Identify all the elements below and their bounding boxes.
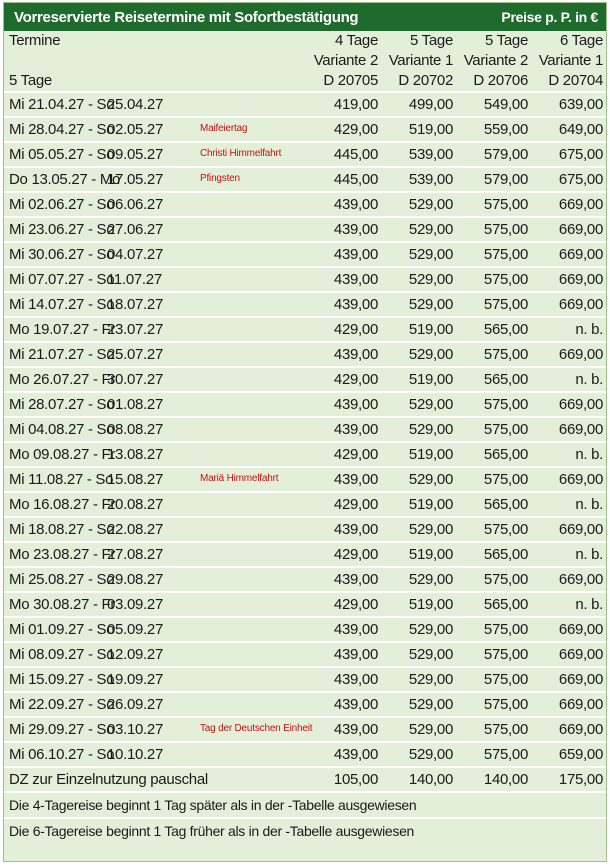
price-cell: 439,00 — [306, 342, 381, 367]
price-cell: 519,00 — [381, 367, 456, 392]
price-cell: 529,00 — [381, 692, 456, 717]
price-cell: 669,00 — [531, 292, 606, 317]
price-cell: 439,00 — [306, 692, 381, 717]
date-to: 17.05.27 — [107, 171, 163, 188]
price-cell: 575,00 — [456, 292, 531, 317]
table-row — [4, 742, 606, 767]
date-to: 29.08.27 — [107, 571, 163, 588]
date-to: 06.06.27 — [107, 196, 163, 213]
date-cell — [4, 742, 306, 767]
date-to: 18.07.27 — [107, 296, 163, 313]
table-row — [4, 642, 606, 667]
date-to: 26.09.27 — [107, 696, 163, 713]
surcharge-row — [4, 767, 606, 792]
price-cell: 519,00 — [381, 442, 456, 467]
price-cell: 439,00 — [306, 192, 381, 217]
price-cell: 575,00 — [456, 667, 531, 692]
date-to: 22.08.27 — [107, 521, 163, 538]
price-cell: 439,00 — [306, 467, 381, 492]
price-cell: 649,00 — [531, 117, 606, 142]
price-cell: 529,00 — [381, 292, 456, 317]
date-from: Do 13.05.27 - Mo — [9, 171, 121, 188]
date-to: 19.09.27 — [107, 671, 163, 688]
price-cell: 669,00 — [531, 517, 606, 542]
price-cell: 439,00 — [306, 417, 381, 442]
price-cell: 559,00 — [456, 117, 531, 142]
price-cell: 519,00 — [381, 317, 456, 342]
price-cell: 519,00 — [381, 542, 456, 567]
price-cell: 529,00 — [381, 617, 456, 642]
price-cell: 575,00 — [456, 567, 531, 592]
price-cell: 529,00 — [381, 667, 456, 692]
footnote-text: Die 6-Tagereise beginnt 1 Tag früher als in der -Tabelle ausgewiesen — [9, 823, 415, 839]
date-to: 11.07.27 — [107, 271, 162, 288]
price-cell: 529,00 — [381, 267, 456, 292]
date-cell — [4, 442, 306, 467]
date-from: Mi 21.07.27 - So — [9, 346, 115, 363]
price-cell: 519,00 — [381, 592, 456, 617]
date-cell — [4, 492, 306, 517]
date-from: Mi 28.07.27 - So — [9, 396, 115, 413]
table-row — [4, 367, 606, 392]
holiday-label: Christi Himmelfahrt — [200, 148, 282, 159]
date-from: Mi 28.04.27 - So — [9, 121, 115, 138]
table-row — [4, 267, 606, 292]
price-cell: 529,00 — [381, 517, 456, 542]
price-cell: 539,00 — [381, 142, 456, 167]
price-cell: 575,00 — [456, 217, 531, 242]
date-to: 02.05.27 — [107, 121, 163, 138]
price-cell: 669,00 — [531, 242, 606, 267]
date-cell — [4, 567, 306, 592]
price-cell: 575,00 — [456, 267, 531, 292]
table-row — [4, 192, 606, 217]
date-to: 03.09.27 — [107, 596, 163, 613]
date-from: Mi 23.06.27 - So — [9, 221, 115, 238]
price-cell: 529,00 — [381, 217, 456, 242]
table-row — [4, 617, 606, 642]
price-cell: 429,00 — [306, 317, 381, 342]
date-cell — [4, 267, 306, 292]
header-duration: 5 Tage — [4, 71, 306, 92]
date-cell — [4, 317, 306, 342]
date-to: 10.10.27 — [107, 746, 163, 763]
price-cell: 565,00 — [456, 592, 531, 617]
date-from: Mo 19.07.27 - Fr — [9, 321, 116, 338]
price-cell: 669,00 — [531, 567, 606, 592]
price-cell: 445,00 — [306, 167, 381, 192]
surcharge-price: 105,00 — [306, 767, 381, 792]
price-table-sheet — [3, 2, 607, 862]
surcharge-label: DZ zur Einzelnutzung pauschal — [4, 767, 306, 792]
price-cell: 439,00 — [306, 392, 381, 417]
header-days: 5 Tage — [410, 32, 453, 49]
date-cell — [4, 717, 313, 742]
table-row — [4, 692, 606, 717]
header-variant: Variante 2 — [463, 52, 528, 69]
price-cell: 669,00 — [531, 267, 606, 292]
date-cell — [4, 92, 306, 117]
date-to: 12.09.27 — [107, 646, 163, 663]
price-cell: 575,00 — [456, 692, 531, 717]
price-cell: 529,00 — [381, 417, 456, 442]
date-cell — [4, 592, 306, 617]
price-cell: 575,00 — [456, 642, 531, 667]
table-row — [4, 342, 606, 367]
date-from: Mi 04.08.27 - So — [9, 421, 115, 438]
date-to: 08.08.27 — [107, 421, 163, 438]
price-cell: 565,00 — [456, 492, 531, 517]
surcharge-price: 140,00 — [381, 767, 456, 792]
price-cell: 575,00 — [456, 742, 531, 767]
date-to: 20.08.27 — [107, 496, 163, 513]
table-row — [4, 467, 606, 492]
date-cell — [4, 617, 306, 642]
price-cell: 519,00 — [381, 492, 456, 517]
price-cell: 519,00 — [381, 117, 456, 142]
date-cell — [4, 467, 306, 492]
date-to: 23.07.27 — [107, 321, 163, 338]
price-cell: 669,00 — [531, 617, 606, 642]
date-to: 13.08.27 — [107, 446, 163, 463]
table-row — [4, 717, 606, 742]
surcharge-price: 175,00 — [531, 767, 606, 792]
date-cell — [4, 692, 306, 717]
price-cell: 575,00 — [456, 242, 531, 267]
header-days: 4 Tage — [335, 32, 378, 49]
price-cell: 669,00 — [531, 392, 606, 417]
price-cell: 565,00 — [456, 367, 531, 392]
header-row-code — [4, 71, 606, 92]
holiday-label: Tag der Deutschen Einheit — [200, 723, 313, 734]
price-cell: 575,00 — [456, 717, 531, 742]
date-cell — [4, 242, 306, 267]
price-cell: 669,00 — [531, 692, 606, 717]
date-from: Mi 06.10.27 - So — [9, 746, 115, 763]
footnote-text: Die 4-Tagereise beginnt 1 Tag später als in der -Tabelle ausgewiesen — [4, 792, 606, 818]
date-from: Mi 11.08.27 - So — [9, 471, 114, 488]
price-cell: 429,00 — [306, 367, 381, 392]
table-row — [4, 292, 606, 317]
date-cell — [4, 417, 306, 442]
price-cell: 429,00 — [306, 542, 381, 567]
price-cell: 575,00 — [456, 467, 531, 492]
table-row — [4, 392, 606, 417]
date-cell — [4, 517, 306, 542]
date-from: Mi 15.09.27 - So — [9, 671, 115, 688]
price-cell: 669,00 — [531, 342, 606, 367]
date-cell — [4, 542, 306, 567]
price-cell: 669,00 — [531, 192, 606, 217]
date-from: Mi 05.05.27 - So — [9, 146, 115, 163]
price-cell: n. b. — [531, 317, 606, 342]
price-cell: 439,00 — [306, 642, 381, 667]
date-from: Mi 21.04.27 - So — [9, 96, 115, 113]
footnote-row — [4, 818, 606, 843]
date-from: Mi 22.09.27 - So — [9, 696, 115, 713]
price-cell: 429,00 — [306, 492, 381, 517]
date-cell — [4, 642, 306, 667]
table-title: Vorreservierte Reisetermine mit Sofortbestätigung — [14, 8, 359, 26]
price-cell: 529,00 — [381, 742, 456, 767]
header-variant: Variante 2 — [313, 52, 378, 69]
price-cell: 429,00 — [306, 442, 381, 467]
date-to: 03.10.27 — [107, 721, 163, 738]
price-cell: 429,00 — [306, 117, 381, 142]
header-variant: Variante 1 — [388, 52, 453, 69]
table-row — [4, 167, 606, 192]
table-row — [4, 542, 606, 567]
price-cell: 675,00 — [531, 142, 606, 167]
date-to: 09.05.27 — [107, 146, 163, 163]
price-cell: 439,00 — [306, 742, 381, 767]
date-cell — [4, 217, 306, 242]
price-cell: n. b. — [531, 367, 606, 392]
holiday-label: Mariä Himmelfahrt — [200, 473, 279, 484]
price-cell: n. b. — [531, 442, 606, 467]
date-to: 01.08.27 — [107, 396, 163, 413]
table-row — [4, 417, 606, 442]
price-table — [4, 31, 606, 843]
price-cell: n. b. — [531, 592, 606, 617]
header-variant: Variante 1 — [538, 52, 603, 69]
price-cell: 575,00 — [456, 192, 531, 217]
price-cell: 575,00 — [456, 617, 531, 642]
table-row — [4, 242, 606, 267]
price-cell: 529,00 — [381, 192, 456, 217]
date-cell — [4, 167, 306, 192]
table-row — [4, 492, 606, 517]
date-to: 04.07.27 — [107, 246, 163, 263]
holiday-label: Pfingsten — [200, 173, 240, 184]
date-from: Mo 23.08.27 - Fr — [9, 546, 116, 563]
price-cell: 669,00 — [531, 217, 606, 242]
price-cell: 675,00 — [531, 167, 606, 192]
price-cell: 659,00 — [531, 742, 606, 767]
price-cell: 579,00 — [456, 142, 531, 167]
table-row — [4, 667, 606, 692]
price-cell: 639,00 — [531, 92, 606, 117]
header-code: D 20704 — [531, 71, 606, 92]
price-cell: 439,00 — [306, 617, 381, 642]
table-row — [4, 567, 606, 592]
price-cell: 529,00 — [381, 392, 456, 417]
price-cell: 669,00 — [531, 717, 606, 742]
price-cell: 529,00 — [381, 342, 456, 367]
price-cell: 529,00 — [381, 242, 456, 267]
date-to: 30.07.27 — [107, 371, 163, 388]
table-row — [4, 92, 606, 117]
date-to: 25.07.27 — [107, 346, 163, 363]
header-row-days — [4, 31, 606, 51]
price-cell: 439,00 — [306, 242, 381, 267]
date-from: Mo 30.08.27 - Fr — [9, 596, 116, 613]
date-from: Mo 09.08.27 - Fr — [9, 446, 116, 463]
date-cell — [4, 192, 306, 217]
date-cell — [4, 117, 306, 142]
price-cell: 529,00 — [381, 642, 456, 667]
date-from: Mi 25.08.27 - So — [9, 571, 115, 588]
date-to: 15.08.27 — [107, 471, 163, 488]
table-row — [4, 442, 606, 467]
date-to: 05.09.27 — [107, 621, 163, 638]
price-cell: 565,00 — [456, 442, 531, 467]
date-cell — [4, 342, 306, 367]
date-from: Mi 14.07.27 - So — [9, 296, 115, 313]
header-code: D 20702 — [381, 71, 456, 92]
date-cell — [4, 667, 306, 692]
header-termine: Termine — [9, 32, 61, 49]
price-cell: 575,00 — [456, 417, 531, 442]
header-code: D 20705 — [306, 71, 381, 92]
table-row — [4, 517, 606, 542]
price-cell: 539,00 — [381, 167, 456, 192]
date-from: Mi 08.09.27 - So — [9, 646, 115, 663]
title-bar — [4, 3, 606, 31]
price-cell: n. b. — [531, 542, 606, 567]
price-cell: 669,00 — [531, 642, 606, 667]
price-cell: 439,00 — [306, 217, 381, 242]
price-cell: 529,00 — [381, 717, 456, 742]
footnote-row — [4, 792, 606, 818]
price-cell: 419,00 — [306, 92, 381, 117]
price-cell: 579,00 — [456, 167, 531, 192]
price-cell: 529,00 — [381, 567, 456, 592]
price-cell: n. b. — [531, 492, 606, 517]
surcharge-price: 140,00 — [456, 767, 531, 792]
price-cell: 565,00 — [456, 317, 531, 342]
price-cell: 499,00 — [381, 92, 456, 117]
date-from: Mi 07.07.27 - So — [9, 271, 115, 288]
price-cell: 445,00 — [306, 142, 381, 167]
price-cell: 669,00 — [531, 417, 606, 442]
date-from: Mi 01.09.27 - So — [9, 621, 115, 638]
date-from: Mi 18.08.27 - So — [9, 521, 115, 538]
price-cell: 439,00 — [306, 667, 381, 692]
date-from: Mi 30.06.27 - So — [9, 246, 115, 263]
date-to: 27.08.27 — [107, 546, 163, 563]
date-to: 25.04.27 — [107, 96, 163, 113]
price-cell: 429,00 — [306, 592, 381, 617]
date-from: Mi 02.06.27 - So — [9, 196, 115, 213]
price-cell: 529,00 — [381, 467, 456, 492]
price-note: Preise p. P. in € — [501, 9, 598, 25]
price-cell: 439,00 — [306, 517, 381, 542]
price-cell: 439,00 — [306, 292, 381, 317]
header-row-variant — [4, 51, 606, 71]
table-row — [4, 217, 606, 242]
price-cell: 669,00 — [531, 467, 606, 492]
price-cell: 575,00 — [456, 342, 531, 367]
date-from: Mo 26.07.27 - Fr — [9, 371, 116, 388]
price-cell: 439,00 — [306, 267, 381, 292]
table-row — [4, 117, 606, 142]
table-row — [4, 317, 606, 342]
date-cell — [4, 367, 306, 392]
price-cell: 575,00 — [456, 392, 531, 417]
price-cell: 439,00 — [306, 717, 381, 742]
header-days: 5 Tage — [485, 32, 528, 49]
header-days: 6 Tage — [560, 32, 603, 49]
table-row — [4, 592, 606, 617]
date-from: Mo 16.08.27 - Fr — [9, 496, 116, 513]
price-cell: 439,00 — [306, 567, 381, 592]
price-cell: 565,00 — [456, 542, 531, 567]
date-from: Mi 29.09.27 - So — [9, 721, 115, 738]
date-to: 27.06.27 — [107, 221, 163, 238]
price-cell: 549,00 — [456, 92, 531, 117]
date-cell — [4, 292, 306, 317]
header-code: D 20706 — [456, 71, 531, 92]
price-cell: 575,00 — [456, 517, 531, 542]
date-cell — [4, 392, 306, 417]
table-row — [4, 142, 606, 167]
price-cell: 669,00 — [531, 667, 606, 692]
date-cell — [4, 142, 306, 167]
holiday-label: Maifeiertag — [200, 123, 248, 134]
